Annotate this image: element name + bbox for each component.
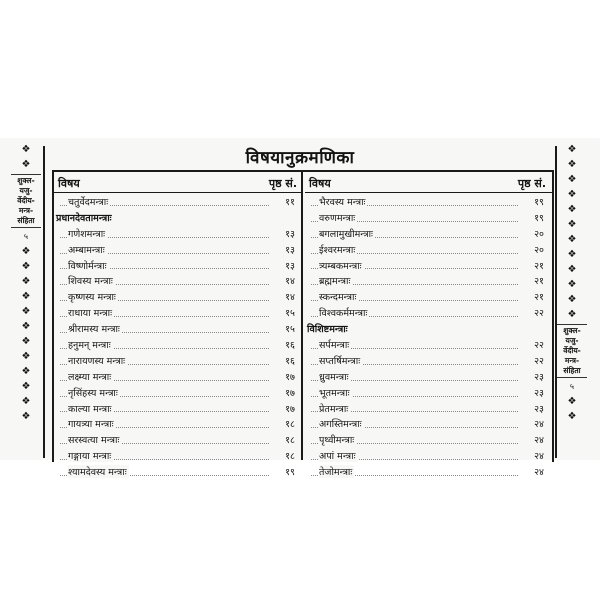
side-page-number: ५	[569, 382, 575, 391]
entry-page-number: २३	[534, 403, 544, 415]
subject-header: विषय	[309, 177, 331, 190]
entry-title: श्रीरामस्य मन्त्राः	[68, 324, 120, 336]
index-entry	[54, 304, 303, 320]
index-entry	[305, 400, 552, 416]
side-book-label: शुक्ल- यजु- र्वेदीय- मन्त्र- संहिता	[11, 174, 41, 228]
entry-page-number: २२	[534, 355, 544, 367]
entry-page-number: १३	[285, 260, 295, 272]
entry-title: त्र्यम्बकमन्त्राः	[319, 260, 362, 272]
entry-page-number: २०	[534, 244, 544, 256]
entry-title: सरस्वत्या मन्त्राः	[68, 435, 120, 447]
index-entry	[305, 384, 552, 400]
index-entry	[305, 447, 552, 463]
index-entry	[305, 193, 552, 209]
diamond-ornament-icon: ❖	[567, 234, 577, 245]
right-border-line	[555, 146, 557, 458]
entry-page-number: २१	[534, 276, 544, 288]
diamond-ornament-icon: ❖	[21, 381, 31, 392]
index-entry	[305, 352, 552, 368]
index-entry	[305, 225, 552, 241]
index-entry	[54, 352, 303, 368]
entry-page-number: २३	[534, 387, 544, 399]
entry-page-number: १५	[285, 324, 295, 336]
entry-title: भूतमन्त्राः	[319, 387, 350, 399]
entry-page-number: १५	[285, 308, 295, 320]
diamond-ornament-icon: ❖	[21, 159, 31, 170]
entry-page-number: १४	[285, 276, 295, 288]
index-entry	[54, 368, 303, 384]
column-header	[305, 172, 552, 193]
entry-title: गणेशमन्त्राः	[68, 228, 106, 240]
entry-page-number: २१	[534, 260, 544, 272]
diamond-ornament-icon: ❖	[567, 159, 577, 170]
page-number-header: पृष्ठ सं.	[517, 177, 546, 190]
left-margin-ornament	[14, 142, 38, 460]
entry-page-number: १८	[285, 419, 295, 431]
page-number-header: पृष्ठ सं.	[268, 177, 297, 190]
entry-title: पृथ्वीमन्त्राः	[319, 435, 355, 447]
page-title: विषयानुक्रमणिका	[245, 148, 355, 168]
entry-title: गङ्गाया मन्त्राः	[68, 451, 112, 463]
index-entry	[54, 193, 303, 209]
index-entry	[305, 415, 552, 431]
index-entry	[54, 384, 303, 400]
entry-title: हनुमन् मन्त्राः	[68, 340, 111, 352]
diamond-ornament-icon: ❖	[21, 261, 31, 272]
diamond-ornament-icon: ❖	[567, 174, 577, 185]
diamond-ornament-icon: ❖	[21, 336, 31, 347]
index-entry	[54, 225, 303, 241]
index-list-left	[54, 193, 303, 479]
entry-page-number: १७	[285, 387, 295, 399]
diamond-ornament-icon: ❖	[567, 219, 577, 230]
index-column-right	[305, 172, 552, 479]
entry-title: अगस्तिमन्त्राः	[319, 419, 362, 431]
index-entry	[54, 431, 303, 447]
entry-title: काल्या मन्त्राः	[68, 403, 112, 415]
entry-title: शिवस्य मन्त्राः	[68, 276, 113, 288]
index-entry	[305, 336, 552, 352]
side-book-label: शुक्ल- यजु- र्वेदीय- मन्त्र- संहिता	[557, 324, 587, 378]
diamond-ornament-icon: ❖	[21, 396, 31, 407]
entry-title: तेजोमन्त्राः	[319, 467, 353, 479]
entry-title: सप्तर्षिमन्त्राः	[319, 355, 361, 367]
diamond-ornament-icon: ❖	[567, 411, 577, 422]
entry-page-number: १८	[285, 435, 295, 447]
entry-title: विश्वकर्ममन्त्राः	[319, 308, 368, 320]
entry-title: नारायणस्य मन्त्राः	[68, 355, 126, 367]
diamond-ornament-icon: ❖	[567, 309, 577, 320]
index-list-right	[305, 193, 552, 479]
entry-title: ब्रह्ममन्त्राः	[319, 276, 351, 288]
subject-header: विषय	[58, 177, 80, 190]
entry-page-number: २४	[534, 435, 544, 447]
entry-page-number: १९	[534, 212, 544, 224]
entry-title: अम्बामन्त्राः	[68, 244, 105, 256]
index-entry	[54, 320, 303, 336]
entry-title: प्रेतमन्त्राः	[319, 403, 349, 415]
diamond-ornament-icon: ❖	[567, 264, 577, 275]
diamond-ornament-icon: ❖	[567, 249, 577, 260]
entry-title: भैरवस्य मन्त्राः	[319, 197, 366, 208]
entry-title: नृसिंहस्य मन्त्राः	[68, 387, 118, 399]
entry-page-number: २४	[534, 451, 544, 463]
diamond-ornament-icon: ❖	[21, 144, 31, 155]
entry-page-number: १८	[285, 451, 295, 463]
entry-title: चतुर्वेदमन्त्राः	[68, 197, 109, 208]
index-section-heading	[305, 320, 552, 336]
diamond-ornament-icon: ❖	[567, 189, 577, 200]
diamond-ornament-icon: ❖	[21, 291, 31, 302]
diamond-ornament-icon: ❖	[21, 321, 31, 332]
index-entry	[54, 336, 303, 352]
index-entry	[54, 241, 303, 257]
column-header	[54, 172, 303, 193]
index-entry	[54, 415, 303, 431]
index-entry	[305, 209, 552, 225]
entry-page-number: १९	[285, 467, 295, 479]
column-divider	[301, 170, 303, 460]
entry-title: गायत्र्या मन्त्राः	[68, 419, 114, 431]
index-entry	[305, 257, 552, 273]
entry-page-number: १६	[285, 340, 295, 352]
diamond-ornament-icon: ❖	[567, 279, 577, 290]
diamond-ornament-icon: ❖	[21, 276, 31, 287]
index-entry	[54, 272, 303, 288]
diamond-ornament-icon: ❖	[567, 144, 577, 155]
entry-page-number: २१	[534, 292, 544, 304]
index-entry	[305, 304, 552, 320]
entry-title: ईश्वरमन्त्राः	[319, 244, 356, 256]
entry-page-number: २३	[534, 371, 544, 383]
diamond-ornament-icon: ❖	[21, 351, 31, 362]
index-entry	[305, 431, 552, 447]
entry-title: वरुणमन्त्राः	[319, 212, 356, 224]
entry-page-number: १९	[534, 197, 544, 208]
entry-title: लक्ष्म्या मन्त्राः	[68, 371, 112, 383]
entry-title: कृष्णस्य मन्त्राः	[68, 292, 116, 304]
index-entry	[305, 463, 552, 479]
entry-title: राधाया मन्त्राः	[68, 308, 113, 320]
index-entry	[54, 463, 303, 479]
index-entry	[54, 288, 303, 304]
side-page-number: ५	[23, 232, 29, 241]
entry-title: श्यामदेवस्य मन्त्राः	[68, 467, 127, 479]
index-section-heading	[54, 209, 303, 225]
right-margin-ornament	[560, 142, 584, 460]
entry-title: ध्रुवमन्त्राः	[319, 371, 349, 383]
index-entry	[305, 272, 552, 288]
index-entry	[305, 288, 552, 304]
entry-title: सर्पमन्त्राः	[319, 340, 350, 352]
index-entry	[305, 368, 552, 384]
left-border-line	[43, 146, 45, 458]
entry-title: विष्णोर्मन्त्राः	[68, 260, 107, 272]
diamond-ornament-icon: ❖	[21, 246, 31, 257]
entry-page-number: १७	[285, 403, 295, 415]
entry-page-number: २०	[534, 228, 544, 240]
entry-page-number: २४	[534, 467, 544, 479]
entry-title: प्रधानदेवतामन्त्राः	[56, 212, 112, 224]
entry-title: बगलामुखीमन्त्राः	[319, 228, 373, 240]
diamond-ornament-icon: ❖	[21, 366, 31, 377]
index-entry	[54, 400, 303, 416]
index-entry	[54, 257, 303, 273]
entry-title: अपां मन्त्राः	[319, 451, 356, 463]
index-table	[52, 170, 554, 479]
diamond-ornament-icon: ❖	[567, 294, 577, 305]
entry-title: विशिष्टमन्त्राः	[307, 324, 348, 336]
diamond-ornament-icon: ❖	[567, 396, 577, 407]
diamond-ornament-icon: ❖	[567, 204, 577, 215]
entry-page-number: २२	[534, 308, 544, 320]
entry-page-number: १३	[285, 228, 295, 240]
entry-page-number: ११	[285, 197, 295, 208]
entry-page-number: १६	[285, 355, 295, 367]
index-entry	[54, 447, 303, 463]
entry-page-number: १३	[285, 244, 295, 256]
entry-page-number: २२	[534, 340, 544, 352]
index-column-left	[54, 172, 303, 479]
entry-page-number: १७	[285, 371, 295, 383]
entry-title: स्कन्दमन्त्राः	[319, 292, 357, 304]
diamond-ornament-icon: ❖	[21, 306, 31, 317]
index-entry	[305, 241, 552, 257]
entry-page-number: १४	[285, 292, 295, 304]
entry-page-number: २४	[534, 419, 544, 431]
diamond-ornament-icon: ❖	[21, 411, 31, 422]
